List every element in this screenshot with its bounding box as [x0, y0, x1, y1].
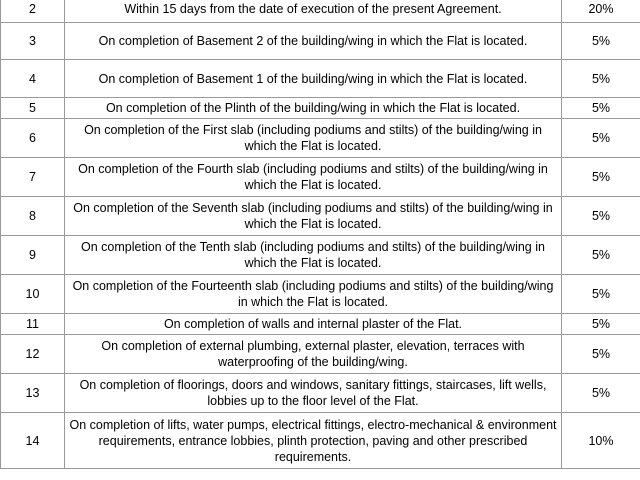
row-description: On completion of the Plinth of the building/wing in which the Flat is located.: [65, 98, 562, 119]
table-row: [1, 98, 640, 119]
row-description: On completion of the Seventh slab (including podiums and stilts) of the building/wing in which the Flat is located.: [65, 197, 562, 236]
table-body: [1, 0, 640, 469]
row-number: 11: [1, 314, 65, 335]
table-row: [1, 335, 640, 374]
table-row: [1, 275, 640, 314]
row-percentage: 5%: [562, 335, 640, 374]
row-number: 7: [1, 158, 65, 197]
row-number: 12: [1, 335, 65, 374]
row-description: On completion of Basement 1 of the building/wing in which the Flat is located.: [65, 60, 562, 98]
row-percentage: 20%: [562, 0, 640, 23]
table-row: [1, 413, 640, 469]
row-description: On completion of Basement 2 of the building/wing in which the Flat is located.: [65, 23, 562, 60]
row-number: 4: [1, 60, 65, 98]
table-row: [1, 60, 640, 98]
row-description: On completion of floorings, doors and windows, sanitary fittings, staircases, lift wells, lobbies up to the floor level of the Flat.: [65, 374, 562, 413]
row-percentage: 10%: [562, 413, 640, 469]
row-description: On completion of walls and internal plaster of the Flat.: [65, 314, 562, 335]
table-row: [1, 0, 640, 23]
row-percentage: 5%: [562, 98, 640, 119]
row-description: On completion of lifts, water pumps, electrical fittings, electro-mechanical & environment requirements, entrance lobbies, plinth protection, paving and other prescribed requirements.: [65, 413, 562, 469]
row-percentage: 5%: [562, 23, 640, 60]
row-description: Within 15 days from the date of execution of the present Agreement.: [65, 0, 562, 23]
row-number: 9: [1, 236, 65, 275]
row-number: 6: [1, 119, 65, 158]
row-number: 5: [1, 98, 65, 119]
row-percentage: 5%: [562, 374, 640, 413]
table-row: [1, 314, 640, 335]
row-number: 14: [1, 413, 65, 469]
row-number: 13: [1, 374, 65, 413]
table-row: [1, 23, 640, 60]
table-row: [1, 374, 640, 413]
row-percentage: 5%: [562, 119, 640, 158]
row-number: 3: [1, 23, 65, 60]
row-number: 10: [1, 275, 65, 314]
row-description: On completion of external plumbing, external plaster, elevation, terraces with waterproofing of the building/wing.: [65, 335, 562, 374]
row-percentage: 5%: [562, 314, 640, 335]
table-row: [1, 197, 640, 236]
row-description: On completion of the Tenth slab (including podiums and stilts) of the building/wing in which the Flat is located.: [65, 236, 562, 275]
row-description: On completion of the First slab (including podiums and stilts) of the building/wing in which the Flat is located.: [65, 119, 562, 158]
row-description: On completion of the Fourteenth slab (including podiums and stilts) of the building/wing in which the Flat is located.: [65, 275, 562, 314]
row-percentage: 5%: [562, 236, 640, 275]
row-number: 8: [1, 197, 65, 236]
row-percentage: 5%: [562, 275, 640, 314]
row-number: 2: [1, 0, 65, 23]
table-row: [1, 236, 640, 275]
row-percentage: 5%: [562, 197, 640, 236]
row-percentage: 5%: [562, 158, 640, 197]
table-row: [1, 119, 640, 158]
row-percentage: 5%: [562, 60, 640, 98]
table-row: [1, 158, 640, 197]
row-description: On completion of the Fourth slab (including podiums and stilts) of the building/wing in which the Flat is located.: [65, 158, 562, 197]
